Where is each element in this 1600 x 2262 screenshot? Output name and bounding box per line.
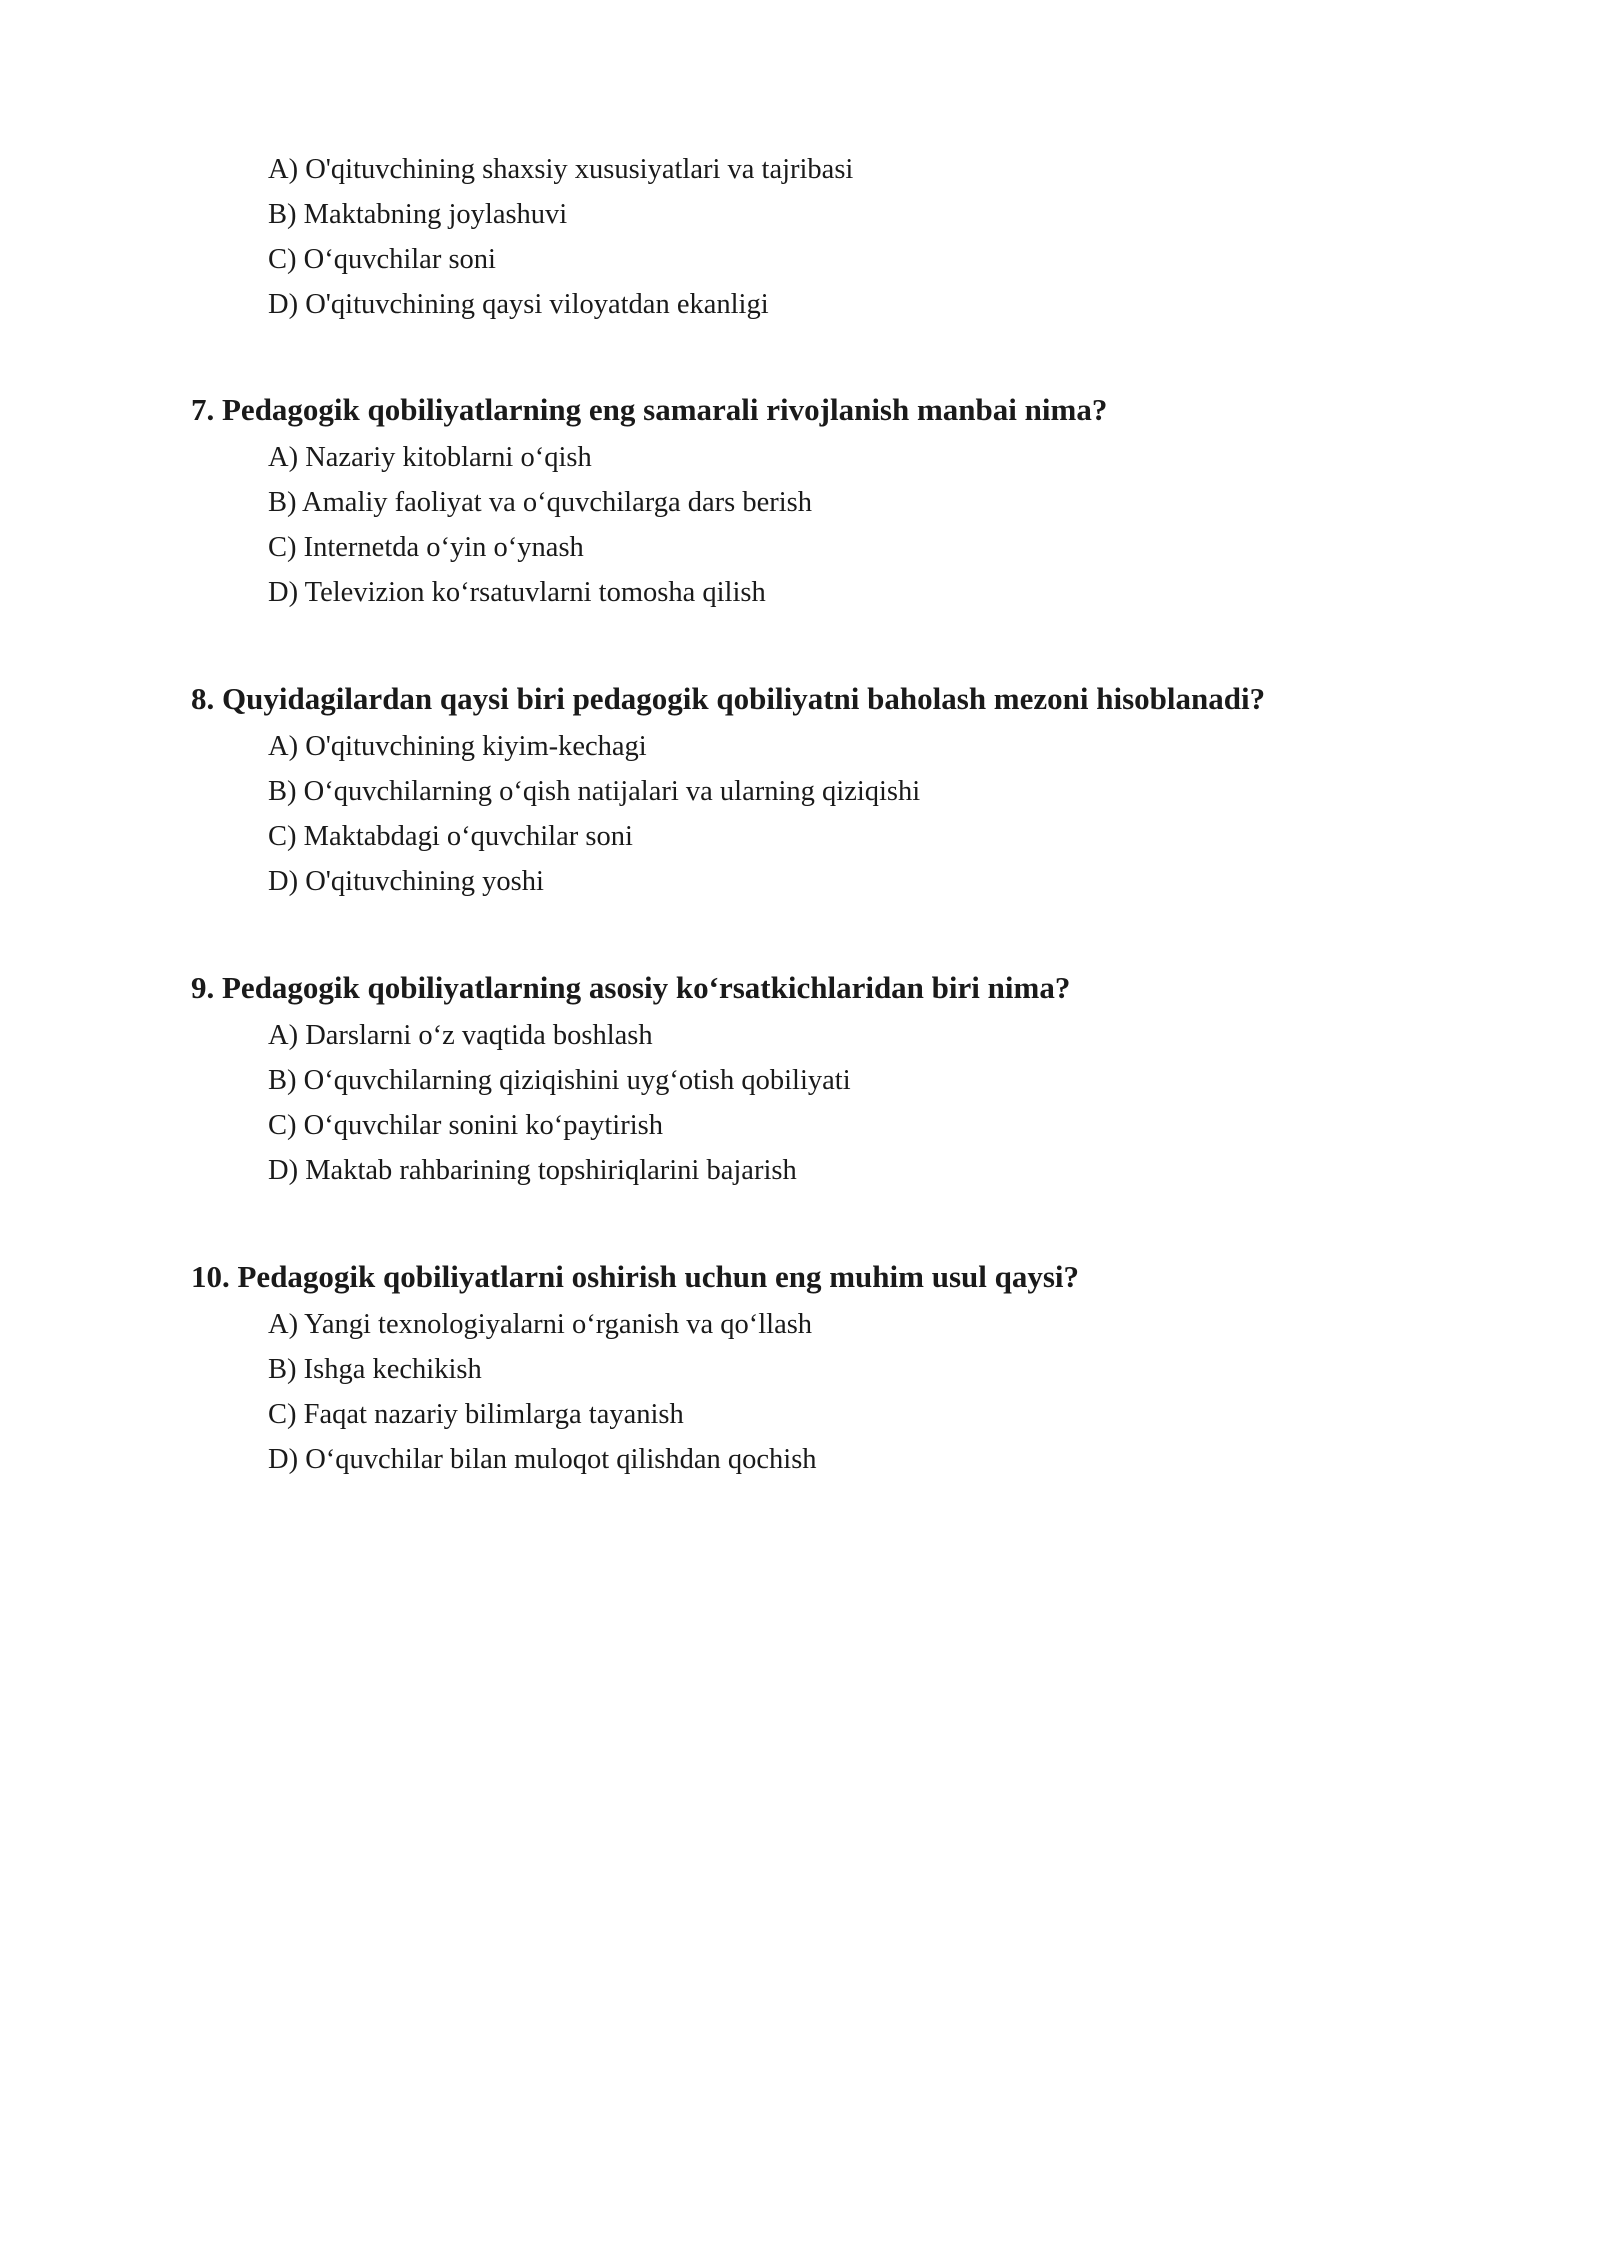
option-b: B) O‘quvchilarning o‘qish natijalari va ularning qiziqishi <box>268 776 921 807</box>
option-d: D) Maktab rahbarining topshiriqlarini bajarish <box>268 1155 797 1186</box>
question-title: 8. Quyidagilardan qaysi biri pedagogik qobiliyatni baholash mezoni hisoblanadi? <box>191 681 1266 716</box>
option-b: B) Ishga kechikish <box>268 1354 482 1385</box>
option-d: D) O'qituvchining yoshi <box>268 866 544 897</box>
option-c: C) Faqat nazariy bilimlarga tayanish <box>268 1399 684 1430</box>
option-b: B) Maktabning joylashuvi <box>268 199 568 230</box>
option-c: C) Internetda o‘yin o‘ynash <box>268 532 584 563</box>
option-c: C) O‘quvchilar sonini ko‘paytirish <box>268 1110 663 1141</box>
option-d: D) O'qituvchining qaysi viloyatdan ekanligi <box>268 289 769 320</box>
option-a: A) O'qituvchining kiyim-kechagi <box>268 731 647 762</box>
option-b: B) Amaliy faoliyat va o‘quvchilarga dars berish <box>268 487 812 518</box>
option-b: B) O‘quvchilarning qiziqishini uyg‘otish qobiliyati <box>268 1065 851 1096</box>
option-c: C) O‘quvchilar soni <box>268 244 496 275</box>
question-title: 9. Pedagogik qobiliyatlarning asosiy ko‘rsatkichlaridan biri nima? <box>191 970 1071 1005</box>
question-title: 7. Pedagogik qobiliyatlarning eng samarali rivojlanish manbai nima? <box>191 392 1108 427</box>
option-d: D) O‘quvchilar bilan muloqot qilishdan qochish <box>268 1444 817 1475</box>
question-title: 10. Pedagogik qobiliyatlarni oshirish uchun eng muhim usul qaysi? <box>191 1259 1080 1294</box>
option-d: D) Televizion ko‘rsatuvlarni tomosha qilish <box>268 577 766 608</box>
option-a: A) Darslarni o‘z vaqtida boshlash <box>268 1020 653 1051</box>
option-a: A) Nazariy kitoblarni o‘qish <box>268 442 592 473</box>
option-c: C) Maktabdagi o‘quvchilar soni <box>268 821 633 852</box>
option-a: A) Yangi texnologiyalarni o‘rganish va qo‘llash <box>268 1309 813 1340</box>
option-a: A) O'qituvchining shaxsiy xususiyatlari va tajribasi <box>268 154 854 185</box>
